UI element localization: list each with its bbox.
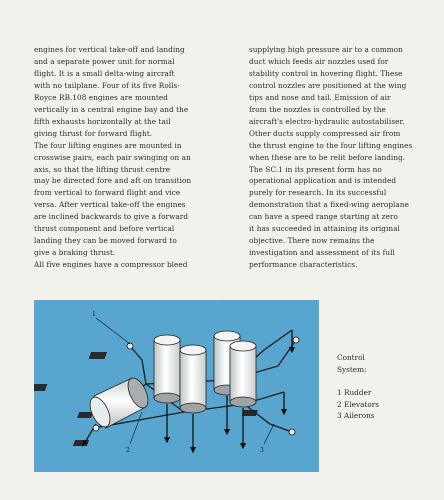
text-line: engines for vertical take-off and landing [34,45,185,54]
text-line: Other ducts supply compressed air from [249,128,401,138]
text-line: The four lifting engines are mounted in [34,140,182,150]
text-line: from the nozzles is controlled by the [249,104,386,114]
text-line: supplying high pressure air to a common [249,45,403,54]
text-line: stability control in hovering flight. These [249,68,403,78]
text-line: landing they can be moved forward to [34,236,177,246]
diagram-label-1: 1 [92,311,96,318]
diagram-illustration [34,300,319,472]
text-line: aircraft's electro-hydraulic autostabiliser. [249,116,405,126]
caption-item: 3 Ailerons [337,411,375,420]
control-system-diagram [34,300,319,472]
text-line: vertically in a central engine bay and the [34,104,189,114]
text-line: when these are to be relit before landing. [249,152,406,162]
diagram-label-2: 2 [126,447,130,454]
text-line: thrust component and before vertical [34,224,175,234]
caption-title: System: [337,364,367,374]
text-column-right [249,44,417,271]
text-line: are inclined backwards to give a forward [34,212,189,222]
text-line: objective. There now remains the [249,236,375,246]
text-line: All five engines have a compressor bleed [34,260,188,270]
diagram-caption [337,352,379,422]
caption-list [337,387,379,422]
text-line: axis, so that the lifting thrust centre [34,164,171,174]
caption-title: Control [337,353,365,362]
diagram-label-3: 3 [260,447,264,454]
text-line: duct which feeds air nozzles used for [249,56,389,66]
text-line: crosswise pairs, each pair swinging on an [34,152,191,162]
text-line: give a braking thrust. [34,248,116,258]
text-line: investigation and assessment of its full [249,248,395,258]
caption-item: 2 Elevators [337,399,379,409]
text-line: can have a speed range starting at zero [249,212,398,222]
text-line: from vertical to forward flight and vice [34,188,181,198]
text-line: fifth exhausts horizontally at the tail [34,116,171,126]
text-column-left [34,44,202,271]
text-line: the thrust engine to the four lifting engines [249,140,413,150]
text-line: Royce RB.108 engines are mounted [34,92,168,102]
text-line: tips and nose and tail. Emission of air [249,92,391,102]
text-line: performance characteristics. [249,260,358,270]
text-line: demonstration that a fixed-wing aeroplane [249,200,409,210]
thrust-engine [86,375,152,430]
caption-item: 1 Rudder [337,388,372,397]
text-line: operational application and is intended [249,176,397,186]
text-line: with no tailplane. Four of its five Rolls- [34,80,180,90]
text-line: versa. After vertical take-off the engines [34,200,186,210]
text-line: flight. It is a small delta-wing aircraft [34,68,175,78]
text-line: The SC.1 in its present form has no [249,164,382,174]
text-line: it has succeeded in attaining its original [249,224,400,234]
lifting-engines [154,331,256,413]
text-line: may be directed fore and aft on transition [34,176,192,186]
text-line: and a separate power unit for normal [34,56,175,66]
text-line: purely for research. In its successful [249,188,387,198]
text-line: giving thrust for forward flight. [34,128,153,138]
text-line: control nozzles are positioned at the wing [249,80,407,90]
